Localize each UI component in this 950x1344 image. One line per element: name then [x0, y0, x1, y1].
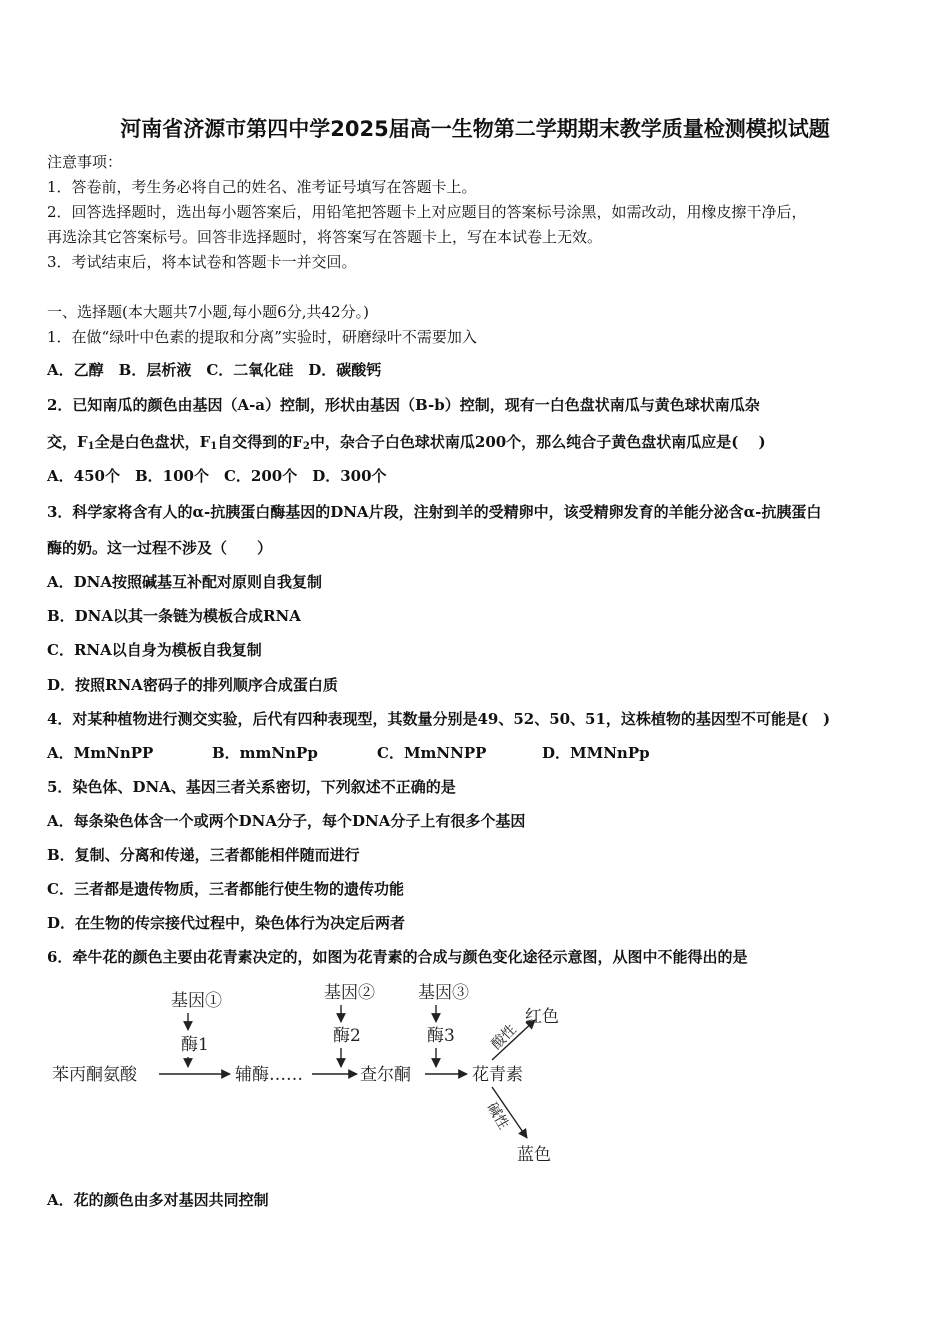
q4-stem: 4．对某种植物进行测交实验，后代有四种表现型，其数量分别是49、52、50、51，这株植物的基因型不可能是( ) [47, 710, 831, 728]
notice-item-3: 3．考试结束后，将本试卷和答题卡一并交回。 [47, 253, 357, 271]
q2-text-b: 全是白色盘状，F [94, 433, 211, 451]
q2-sub-3: 2 [302, 441, 310, 452]
q2-options: A．450个 B．100个 C．200个 D．300个 [47, 467, 387, 485]
intermediate-2-label: 查尔酮 [360, 1065, 411, 1085]
q3-option-a: A．DNA按照碱基互补配对原则自我复制 [47, 573, 322, 591]
q5-stem: 5．染色体、DNA、基因三者关系密切，下列叙述不正确的是 [47, 778, 456, 796]
enzyme-3-label: 酶3 [427, 1026, 455, 1046]
blue-label: 蓝色 [517, 1145, 551, 1165]
q6-stem: 6．牵牛花的颜色主要由花青素决定的，如图为花青素的合成与颜色变化途径示意图，从图中不能得出的是 [47, 948, 748, 966]
q3-option-c: C．RNA以自身为模板自我复制 [47, 641, 262, 659]
q5-option-b: B．复制、分离和传递，三者都能相伴随而进行 [47, 846, 360, 864]
enzyme-1-label: 酶1 [181, 1035, 209, 1055]
notice-heading: 注意事项： [47, 153, 123, 171]
q5-option-c: C．三者都是遗传物质，三者都能行使生物的遗传功能 [47, 880, 404, 898]
q2-text-a: 交，F [47, 433, 88, 451]
q2-stem-line2 [47, 432, 766, 457]
q6-option-a: A．花的颜色由多对基因共同控制 [47, 1191, 269, 1209]
red-label: 红色 [525, 1007, 559, 1027]
acid-label: 酸性 [488, 1021, 520, 1053]
substrate-label: 苯丙酮氨酸 [52, 1065, 137, 1085]
gene-3-label: 基因③ [418, 983, 469, 1003]
q2-sub-2: 1 [210, 441, 218, 452]
q2-text-c: 自交得到的F [217, 433, 303, 451]
q3-stem-line2: 酶的奶。这一过程不涉及（ ） [47, 539, 273, 557]
q5-option-a: A．每条染色体含一个或两个DNA分子，每个DNA分子上有很多个基因 [47, 812, 526, 830]
q2-text-d: 中，杂合子白色球状南瓜200个，那么纯合子黄色盘状南瓜应是( ) [309, 433, 766, 451]
q5-option-d: D．在生物的传宗接代过程中，染色体行为决定后两者 [47, 914, 406, 932]
q4-option-a: A．MmNnPP [47, 744, 154, 762]
q4-option-d: D．MMNnPp [542, 744, 650, 762]
q4-option-c: C．MmNNPP [377, 744, 487, 762]
enzyme-2-label: 酶2 [333, 1026, 361, 1046]
section-heading: 一、选择题(本大题共7小题,每小题6分,共42分。) [47, 303, 369, 321]
q2-sub-1: 1 [87, 441, 95, 452]
intermediate-1-label: 辅酶…… [235, 1065, 303, 1085]
gene-2-label: 基因② [324, 983, 375, 1003]
exam-title: 河南省济源市第四中学2025届高一生物第二学期期末教学质量检测模拟试题 [120, 117, 830, 141]
gene-1-label: 基因① [171, 991, 222, 1011]
notice-item-2: 2．回答选择题时，选出每小题答案后，用铅笔把答题卡上对应题目的答案标号涂黑，如需改动，用橡皮擦干净后， [47, 203, 807, 221]
q3-option-b: B．DNA以其一条链为模板合成RNA [47, 607, 301, 625]
q2-stem-line1: 2．已知南瓜的颜色由基因（A-a）控制，形状由基因（B-b）控制，现有一白色盘状南瓜与黄色球状南瓜杂 [47, 396, 760, 414]
notice-item-1: 1．答卷前，考生务必将自己的姓名、准考证号填写在答题卡上。 [47, 178, 477, 196]
q1-stem: 1．在做“绿叶中色素的提取和分离”实验时，研磨绿叶不需要加入 [47, 328, 477, 346]
product-label: 花青素 [472, 1065, 523, 1085]
anthocyanin-pathway-diagram [47, 980, 587, 1170]
notice-item-2-cont: 再选涂其它答案标号。回答非选择题时，将答案写在答题卡上，写在本试卷上无效。 [47, 228, 603, 246]
q1-options: A．乙醇 B．层析液 C．二氧化硅 D．碳酸钙 [47, 361, 382, 379]
q4-option-b: B．mmNnPp [212, 744, 318, 762]
base-label: 碱性 [483, 1100, 512, 1133]
q3-stem-line1: 3．科学家将含有人的α-抗胰蛋白酶基因的DNA片段，注射到羊的受精卵中，该受精卵发育的羊能分泌含α-抗胰蛋白 [47, 503, 822, 521]
q3-option-d: D．按照RNA密码子的排列顺序合成蛋白质 [47, 676, 338, 694]
